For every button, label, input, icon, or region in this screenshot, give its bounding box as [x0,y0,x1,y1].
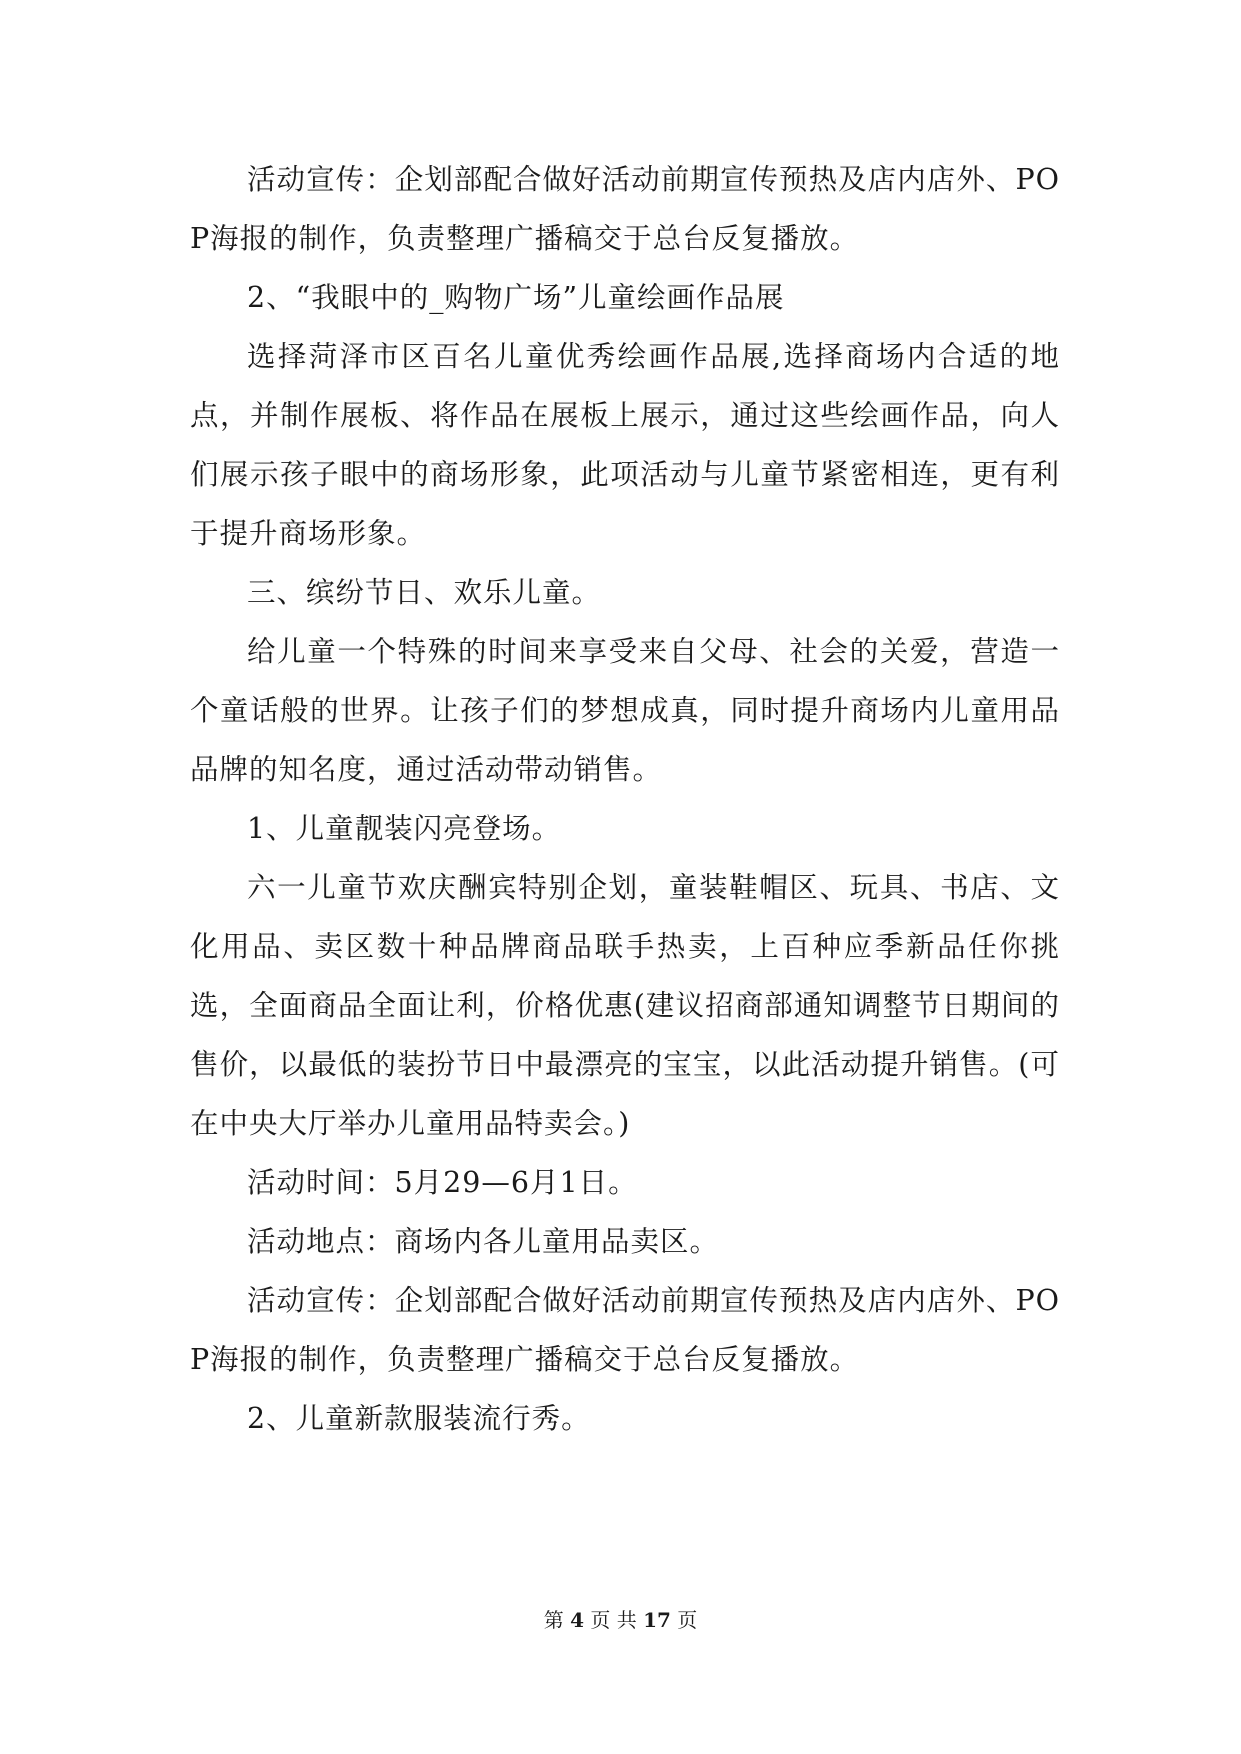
heading-drawing-exhibition: 2、“我眼中的_购物广场”儿童绘画作品展 [247,281,785,314]
paragraph-fashion-debut: 六一儿童节欢庆酬宾特别企划，童装鞋帽区、玩具、书店、文化用品、卖区数十种品牌商品联手热卖，上百种应季新品任你挑选，全面商品全面让利，价格优惠(建议招商部通知调整节日期间的售价，以最低的装扮节日中最漂亮的宝宝，以此活动提升销售。(可在中央大厅举办儿童用品特卖会。) [190,871,1060,1140]
page-body [190,150,1060,1448]
footer-total-pages: 17 [643,1608,671,1632]
paragraph-drawing-exhibition: 选择菏泽市区百名儿童优秀绘画作品展,选择商场内合适的地点，并制作展板、将作品在展板上展示，通过这些绘画作品，向人们展示孩子眼中的商场形象，此项活动与儿童节紧密相连，更有利于提升商场形象。 [190,340,1060,550]
footer-prefix: 第 [543,1608,564,1632]
paragraph-section-three-intro: 给儿童一个特殊的时间来享受来自父母、社会的关爱，营造一个童话般的世界。让孩子们的梦想成真，同时提升商场内儿童用品品牌的知名度，通过活动带动销售。 [190,635,1060,786]
paragraph-promotion-1: 活动宣传：企划部配合做好活动前期宣传预热及店内店外、POP海报的制作，负责整理广播稿交于总台反复播放。 [190,163,1060,255]
heading-fashion-debut: 1、儿童靓装闪亮登场。 [247,812,562,845]
footer-suffix: 页 [677,1608,698,1632]
heading-fashion-show: 2、儿童新款服装流行秀。 [247,1402,591,1435]
heading-section-three: 三、缤纷节日、欢乐儿童。 [247,576,602,609]
paragraph-promotion-2: 活动宣传：企划部配合做好活动前期宣传预热及店内店外、POP海报的制作，负责整理广播稿交于总台反复播放。 [190,1284,1060,1376]
paragraph-activity-time: 活动时间：5月29—6月1日。 [247,1166,638,1199]
paragraph-activity-location: 活动地点：商场内各儿童用品卖区。 [247,1225,720,1258]
footer-current-page: 4 [570,1608,584,1632]
page-footer [0,1608,1241,1632]
footer-middle: 页 共 [590,1608,637,1632]
